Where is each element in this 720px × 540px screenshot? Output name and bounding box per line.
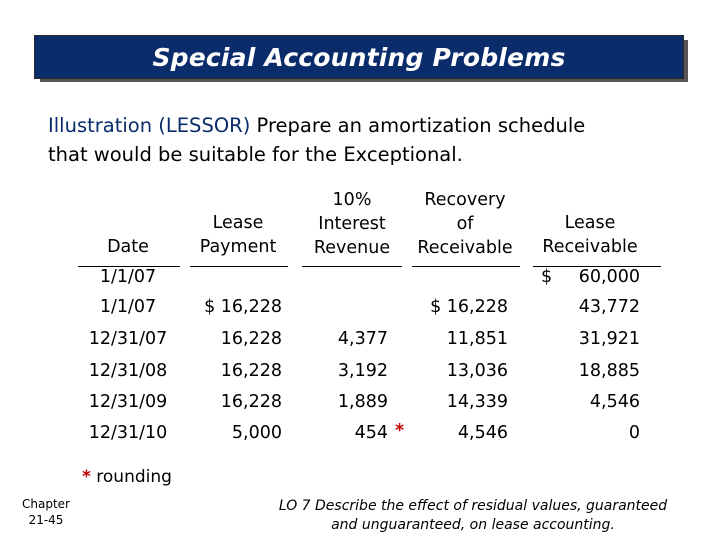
row-2-date: 1/1/07 [99, 297, 157, 317]
intro-text-line2: that would be suitable for the Exceptional. [48, 143, 463, 166]
row-3-receivable: 31,921 [578, 329, 640, 349]
chapter-line1: Chapter [22, 497, 70, 511]
row-5-payment: 16,228 [220, 392, 282, 412]
header-lease-payment: Lease Payment [199, 213, 277, 257]
learning-objective-line2: and unguaranteed, on lease accounting. [331, 517, 615, 533]
row-5-receivable: 4,546 [589, 392, 640, 412]
row-3-interest: 4,377 [337, 329, 388, 349]
row-3-payment: 16,228 [220, 329, 282, 349]
row-2-recovery: $ 16,228 [430, 297, 508, 317]
row-4-date: 12/31/08 [88, 361, 168, 381]
header-lease-receivable: Lease Receivable [542, 213, 638, 257]
page-title: Special Accounting Problems [152, 42, 566, 72]
row-5-interest: 1,889 [337, 392, 388, 412]
row-6-recovery: 4,546 [457, 423, 508, 443]
header-rule-payment [190, 266, 288, 267]
row-6-date: 12/31/10 [88, 423, 168, 443]
row-1-date: 1/1/07 [99, 267, 157, 287]
header-rule-interest [302, 266, 402, 267]
header-recovery-of-receivable: Recovery of Receivable [417, 190, 513, 258]
chapter-line2: 21-45 [28, 513, 64, 527]
header-rule-recovery [412, 266, 520, 267]
row-5-date: 12/31/09 [88, 392, 168, 412]
row-4-recovery: 13,036 [446, 361, 508, 381]
row-2-payment: $ 16,228 [204, 297, 282, 317]
illustration-label: Illustration (LESSOR) [48, 114, 251, 137]
row-4-interest: 3,192 [337, 361, 388, 381]
rounding-mark: * [395, 421, 405, 441]
row-6-receivable: 0 [628, 423, 640, 443]
intro-text-line1: Prepare an amortization schedule [250, 114, 586, 137]
title-bar [34, 35, 684, 79]
chapter-label [14, 496, 78, 528]
learning-objective [238, 497, 708, 535]
header-date: Date [107, 237, 149, 257]
footnote [82, 467, 172, 487]
intro-paragraph [48, 111, 678, 169]
row-3-date: 12/31/07 [88, 329, 168, 349]
row-4-payment: 16,228 [220, 361, 282, 381]
row-3-recovery: 11,851 [446, 329, 508, 349]
row-6-interest: 454 [354, 423, 388, 443]
footnote-mark: * [82, 467, 91, 487]
learning-objective-line1: LO 7 Describe the effect of residual values, guaranteed [278, 498, 668, 514]
row-1-receivable-dollar: $ [541, 267, 553, 287]
header-interest-revenue: 10% Interest Revenue [313, 190, 391, 258]
row-6-payment: 5,000 [231, 423, 282, 443]
row-4-receivable: 18,885 [578, 361, 640, 381]
row-5-recovery: 14,339 [446, 392, 508, 412]
row-2-receivable: 43,772 [578, 297, 640, 317]
row-1-receivable: 60,000 [578, 267, 640, 287]
footnote-text: rounding [90, 467, 172, 487]
